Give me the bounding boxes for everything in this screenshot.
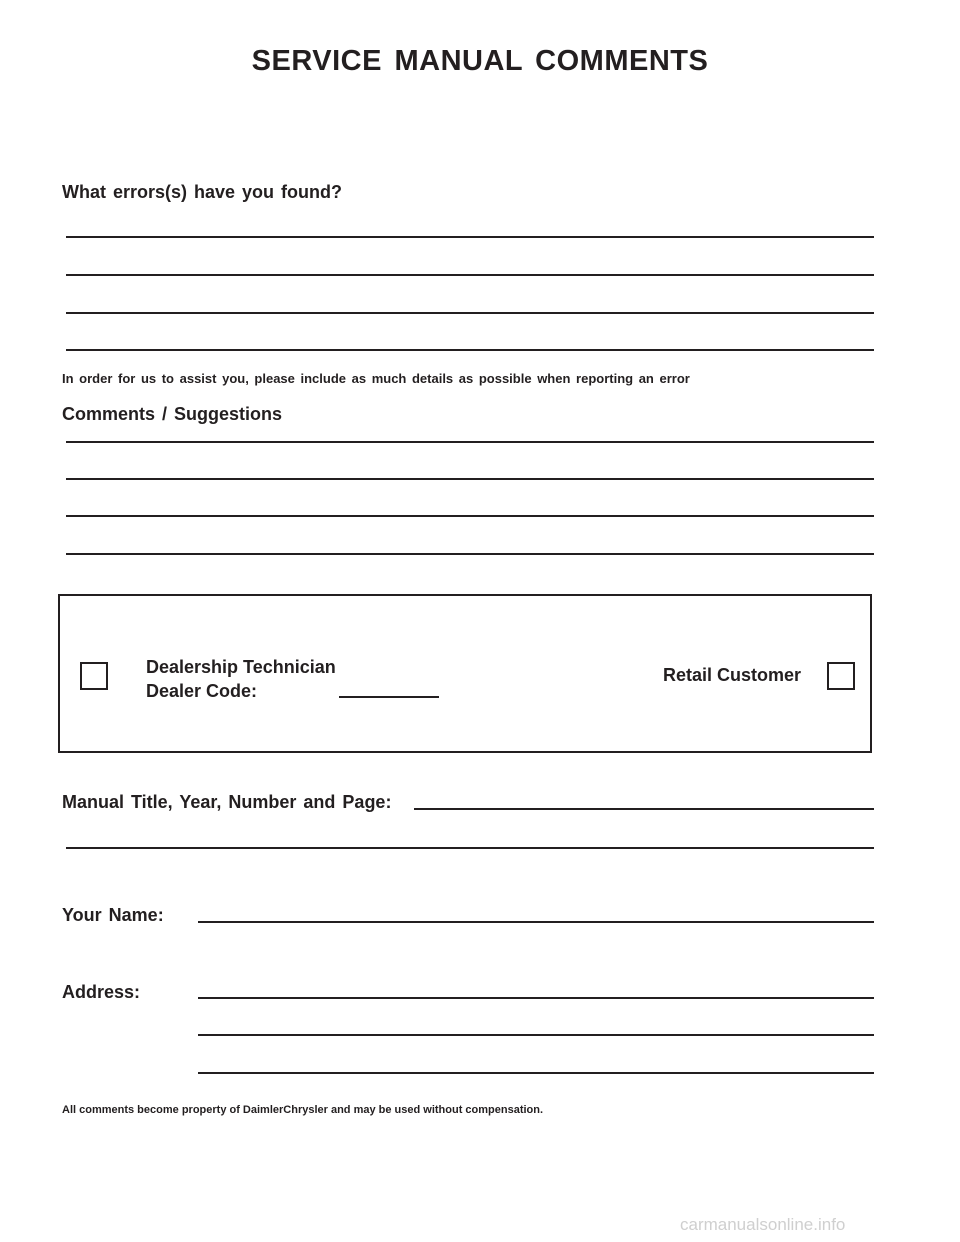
dealer-code-field[interactable] [339, 696, 439, 698]
footer-disclaimer: All comments become property of DaimlerChrysler and may be used without compensation. [62, 1104, 544, 1116]
manual-info-line-1[interactable] [414, 808, 874, 810]
watermark: carmanualsonline.info [680, 1215, 846, 1234]
errors-line-2[interactable] [66, 274, 874, 276]
errors-line-3[interactable] [66, 312, 874, 314]
retail-customer-checkbox[interactable] [827, 662, 855, 690]
dealership-technician-label: Dealership Technician [146, 657, 336, 677]
comments-line-4[interactable] [66, 553, 874, 555]
retail-customer-label: Retail Customer [663, 665, 802, 685]
errors-note: In order for us to assist you, please include as much details as possible when reporting an error [62, 371, 690, 386]
name-label: Your Name: [62, 905, 164, 925]
errors-prompt: What errors(s) have you found? [62, 182, 343, 202]
address-label: Address: [62, 982, 141, 1002]
comments-line-3[interactable] [66, 515, 874, 517]
dealer-code-label: Dealer Code: [146, 681, 258, 701]
dealership-technician-checkbox[interactable] [80, 662, 108, 690]
errors-line-1[interactable] [66, 236, 874, 238]
comments-prompt: Comments / Suggestions [62, 404, 283, 424]
errors-line-4[interactable] [66, 349, 874, 351]
comments-line-2[interactable] [66, 478, 874, 480]
page-title: SERVICE MANUAL COMMENTS [251, 45, 709, 77]
address-line-2[interactable] [198, 1034, 874, 1036]
name-line[interactable] [198, 921, 874, 923]
manual-info-label: Manual Title, Year, Number and Page: [62, 792, 392, 812]
comments-line-1[interactable] [66, 441, 874, 443]
manual-info-line-2[interactable] [66, 847, 874, 849]
address-line-3[interactable] [198, 1072, 874, 1074]
address-line-1[interactable] [198, 997, 874, 999]
